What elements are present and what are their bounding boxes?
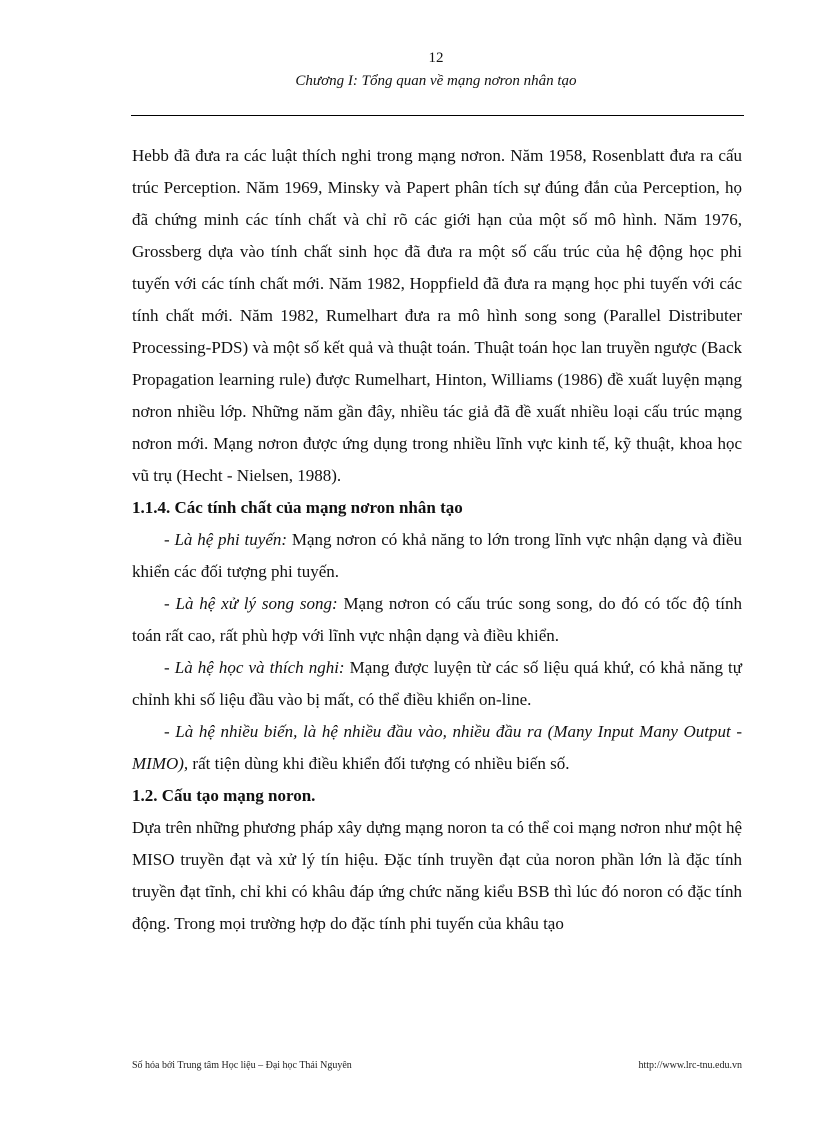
property-item bbox=[132, 524, 742, 588]
section-number: 1.1.4 bbox=[132, 498, 166, 517]
document-body bbox=[132, 140, 742, 940]
section-number: 1.2 bbox=[132, 786, 154, 805]
section-heading-1-1-4 bbox=[132, 492, 742, 524]
property-item bbox=[132, 588, 742, 652]
property-item bbox=[132, 716, 742, 780]
page-number: 12 bbox=[428, 50, 444, 66]
footer-url: http://www.lrc-tnu.edu.vn bbox=[638, 1060, 742, 1071]
section-title: . Cấu tạo mạng noron. bbox=[153, 786, 316, 805]
property-item bbox=[132, 652, 742, 716]
header-divider bbox=[131, 115, 744, 116]
footer-source: Số hóa bởi Trung tâm Học liệu – Đại học Thái Nguyên bbox=[132, 1060, 352, 1071]
property-text: Mạng nơron có khả năng to lớn trong lĩnh vực nhận dạng và điều khiển các đối tượng phi tuyến. bbox=[132, 530, 742, 581]
property-label: - Là hệ xử lý song song: bbox=[164, 594, 338, 613]
property-label: - Là hệ nhiều biến, là hệ nhiều đầu vào, nhiều đầu ra (Many Input Many Output - MIMO), bbox=[132, 722, 742, 773]
property-text: rất tiện dùng khi điều khiển đối tượng có nhiều biến số. bbox=[188, 754, 570, 773]
paragraph-structure: Dựa trên những phương pháp xây dựng mạng noron ta có thể coi mạng nơron như một hệ MISO truyền đạt và xử lý tín hiệu. Đặc tính truyền đạt của noron phần lớn là đặc tính truyền đạt tĩnh, chỉ khi có khâu đáp ứng chức năng kiểu BSB thì lúc đó noron có đặc tính động. Trong mọi trường hợp do đặc tính phi tuyến của khâu tạo bbox=[132, 818, 742, 933]
property-text: Mạng được luyện từ các số liệu quá khứ, có khả năng tự chỉnh khi số liệu đầu vào bị mất, có thể điều khiển on-line. bbox=[132, 658, 742, 709]
section-title: . Các tính chất của mạng nơron nhân tạo bbox=[166, 498, 463, 517]
property-label: - Là hệ học và thích nghi: bbox=[164, 658, 345, 677]
paragraph-history: Hebb đã đưa ra các luật thích nghi trong mạng nơron. Năm 1958, Rosenblatt đưa ra cấu trúc Perception. Năm 1969, Minsky và Papert phân tích sự đúng đắn của Perception, họ đã chứng minh các tính chất và chỉ rõ các giới hạn của một số mô hình. Năm 1976, Grossberg dựa vào tính chất sinh học đã đưa ra một số cấu trúc của hệ động học phi tuyến với các tính chất mới. Năm 1982, Hoppfield đã đưa ra mạng học phi tuyến với các tính chất mới. Năm 1982, Rumelhart đưa ra mô hình song song (Parallel Distributer Processing-PDS) và một số kết quả và thuật toán. Thuật toán học lan truyền ngược (Back Propagation learning rule) được Rumelhart, Hinton, Williams (1986) đề xuất luyện mạng nơron nhiều lớp. Những năm gần đây, nhiều tác giả đã đề xuất nhiều loại cấu trúc mạng nơron mới. Mạng nơron được ứng dụng trong nhiều lĩnh vực kinh tế, kỹ thuật, khoa học vũ trụ (Hecht - Nielsen, 1988). bbox=[132, 146, 742, 485]
property-text: Mạng nơron có cấu trúc song song, do đó có tốc độ tính toán rất cao, rất phù hợp với lĩnh vực nhận dạng và điều khiển. bbox=[132, 594, 742, 645]
chapter-title: Chương I: Tổng quan về mạng nơron nhân tạo bbox=[295, 73, 577, 89]
section-heading-1-2 bbox=[132, 780, 742, 812]
property-label: - Là hệ phi tuyến: bbox=[164, 530, 288, 549]
